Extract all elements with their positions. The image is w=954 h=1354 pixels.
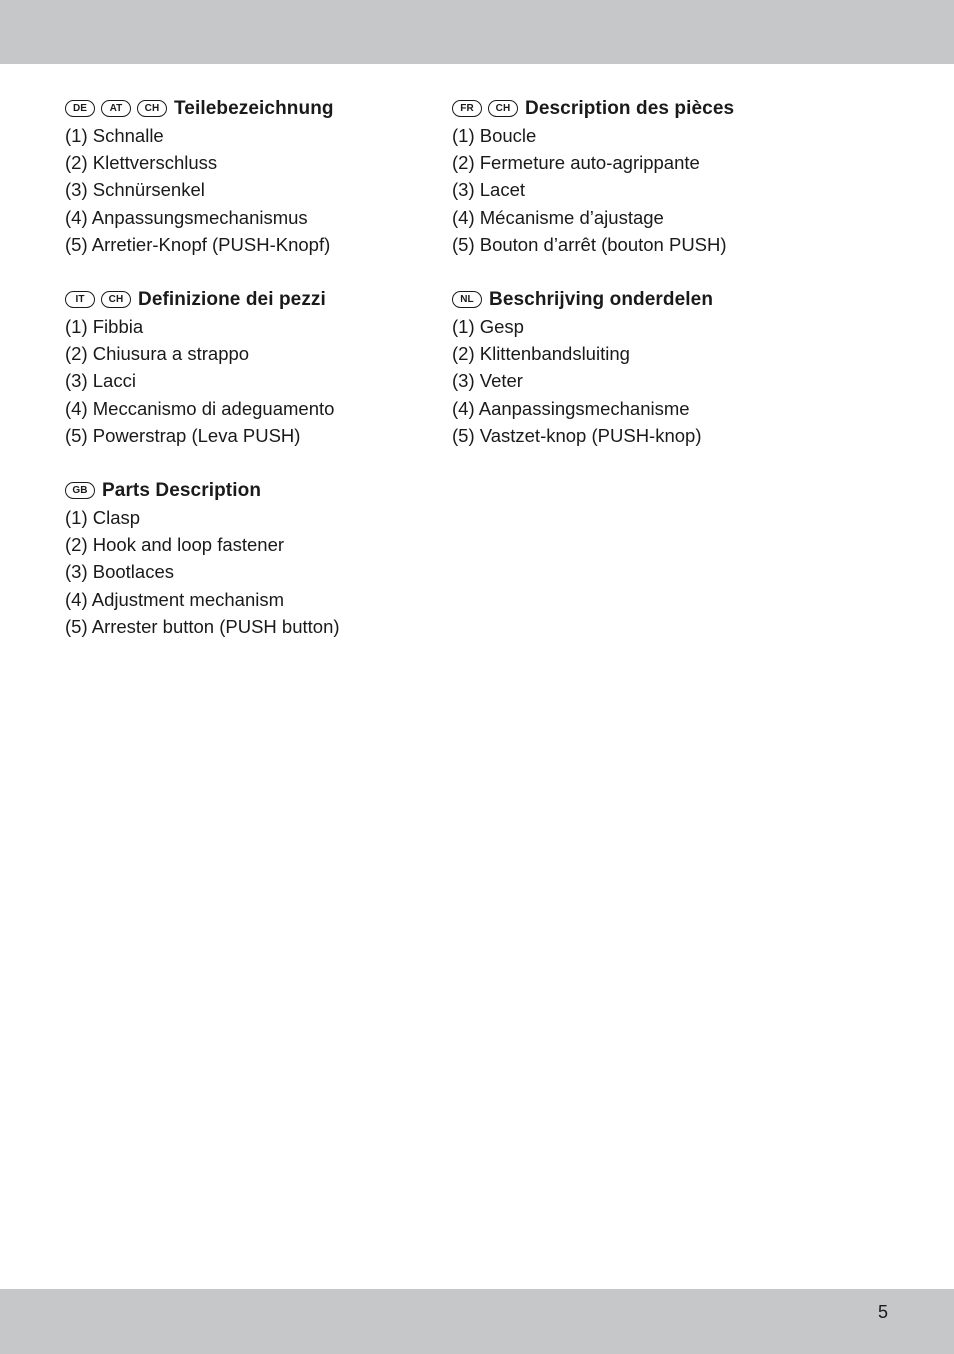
section-title: Beschrijving onderdelen bbox=[489, 288, 714, 310]
language-badge-it: IT bbox=[65, 291, 95, 308]
section-gb bbox=[65, 477, 445, 640]
language-badge-ch: CH bbox=[101, 291, 131, 308]
list-item: (5) Bouton d’arrêt (bouton PUSH) bbox=[452, 233, 727, 255]
section-de bbox=[65, 95, 445, 258]
list-item: (4) Aanpassingsmechanisme bbox=[452, 397, 690, 419]
section-fr bbox=[452, 95, 832, 258]
list-item: (4) Mécanisme d’ajustage bbox=[452, 206, 664, 228]
language-badge-ch: CH bbox=[137, 100, 167, 117]
page-number: 5 bbox=[877, 1302, 888, 1322]
section-title: Teilebezeichnung bbox=[174, 97, 334, 119]
list-item: (1) Clasp bbox=[65, 507, 141, 528]
section-heading bbox=[65, 95, 445, 122]
list-item: (5) Arrester button (PUSH button) bbox=[65, 615, 340, 637]
list-item: (4) Anpassungsmechanismus bbox=[65, 206, 308, 228]
list-item: (1) Boucle bbox=[452, 125, 537, 146]
language-badge-de: DE bbox=[65, 100, 95, 117]
language-badge-gb: GB bbox=[65, 482, 95, 499]
list-item: (5) Arretier-Knopf (PUSH-Knopf) bbox=[65, 233, 331, 255]
list-item: (3) Veter bbox=[452, 370, 523, 392]
list-item: (2) Chiusura a strappo bbox=[65, 343, 250, 365]
section-heading bbox=[65, 477, 445, 504]
section-nl bbox=[452, 286, 832, 449]
footer-band bbox=[0, 1289, 954, 1354]
list-item: (2) Hook and loop fastener bbox=[65, 534, 285, 556]
list-item: (1) Schnalle bbox=[65, 125, 164, 146]
section-heading bbox=[65, 286, 445, 313]
section-title: Description des pièces bbox=[525, 97, 735, 119]
section-title: Definizione dei pezzi bbox=[138, 288, 326, 310]
section-heading bbox=[452, 286, 832, 313]
list-item: (3) Lacci bbox=[65, 370, 136, 392]
list-item: (1) Gesp bbox=[452, 316, 524, 337]
list-item: (5) Powerstrap (Leva PUSH) bbox=[65, 424, 301, 446]
language-badge-at: AT bbox=[101, 100, 131, 117]
section-it bbox=[65, 286, 445, 449]
header-band bbox=[0, 0, 954, 64]
list-item: (2) Klittenbandsluiting bbox=[452, 343, 630, 365]
list-item: (4) Adjustment mechanism bbox=[65, 588, 285, 610]
list-item: (4) Meccanismo di adeguamento bbox=[65, 397, 335, 419]
language-badge-ch: CH bbox=[488, 100, 518, 117]
language-badge-fr: FR bbox=[452, 100, 482, 117]
list-item: (5) Vastzet-knop (PUSH-knop) bbox=[452, 424, 702, 446]
list-item: (3) Bootlaces bbox=[65, 561, 174, 583]
list-item: (2) Klettverschluss bbox=[65, 152, 218, 174]
list-item: (3) Lacet bbox=[452, 179, 526, 201]
list-item: (3) Schnürsenkel bbox=[65, 179, 205, 201]
section-heading bbox=[452, 95, 832, 122]
language-badge-nl: NL bbox=[452, 291, 482, 308]
list-item: (1) Fibbia bbox=[65, 316, 144, 337]
section-title: Parts Description bbox=[102, 479, 262, 501]
list-item: (2) Fermeture auto-agrippante bbox=[452, 152, 700, 174]
